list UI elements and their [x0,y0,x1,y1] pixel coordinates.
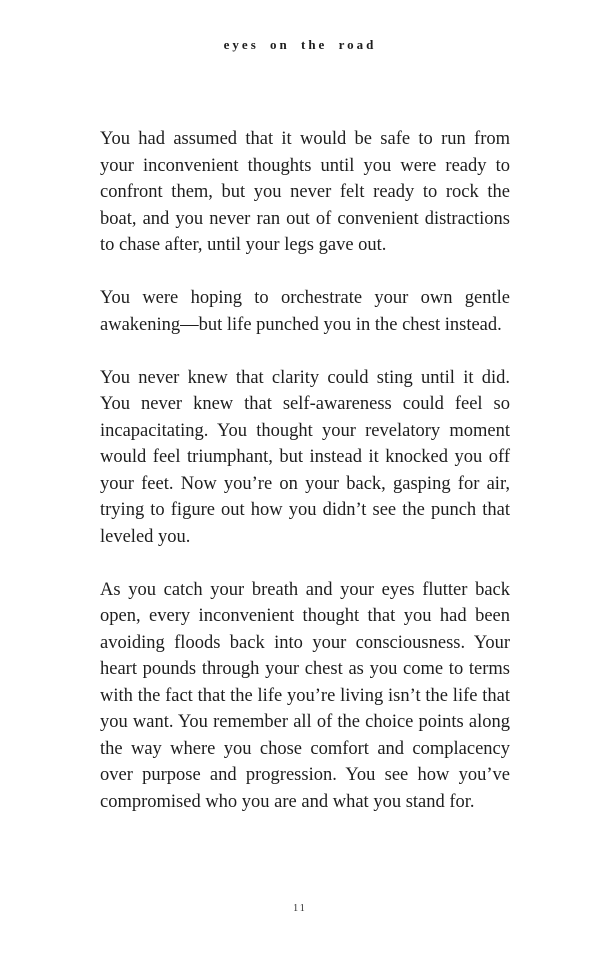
page-number: 11 [293,903,307,914]
paragraph: You had assumed that it would be safe to run from your inconvenient thoughts until you were ready to confront them, but you never felt ready to rock the boat, and you never ran out of convenient distractions to chase after, until your legs gave out. [100,129,510,255]
running-header: eyes on the road [223,37,377,52]
paragraph: As you catch your breath and your eyes flutter back open, every inconvenient thought that you had been avoiding floods back into your consciousness. Your heart pounds through your chest as you come to terms with the fact that the life you’re living isn’t the life that you want. You remember all of the choice points along the way where you chose comfort and complacency over purpose and progression. You see how you’ve compromised who you are and what you stand for. [100,579,510,812]
body-text [100,126,510,842]
paragraph: You never knew that clarity could sting until it did. You never knew that self-awareness could feel so incapacitating. You thought your revelatory moment would feel triumphant, but instead it knocked you off your feet. Now you’re on your back, gasping for air, trying to figure out how you didn’t see the punch that leveled you. [100,367,510,547]
paragraph: You were hoping to orchestrate your own gentle awakening—but life punched you in the chest instead. [100,288,510,335]
